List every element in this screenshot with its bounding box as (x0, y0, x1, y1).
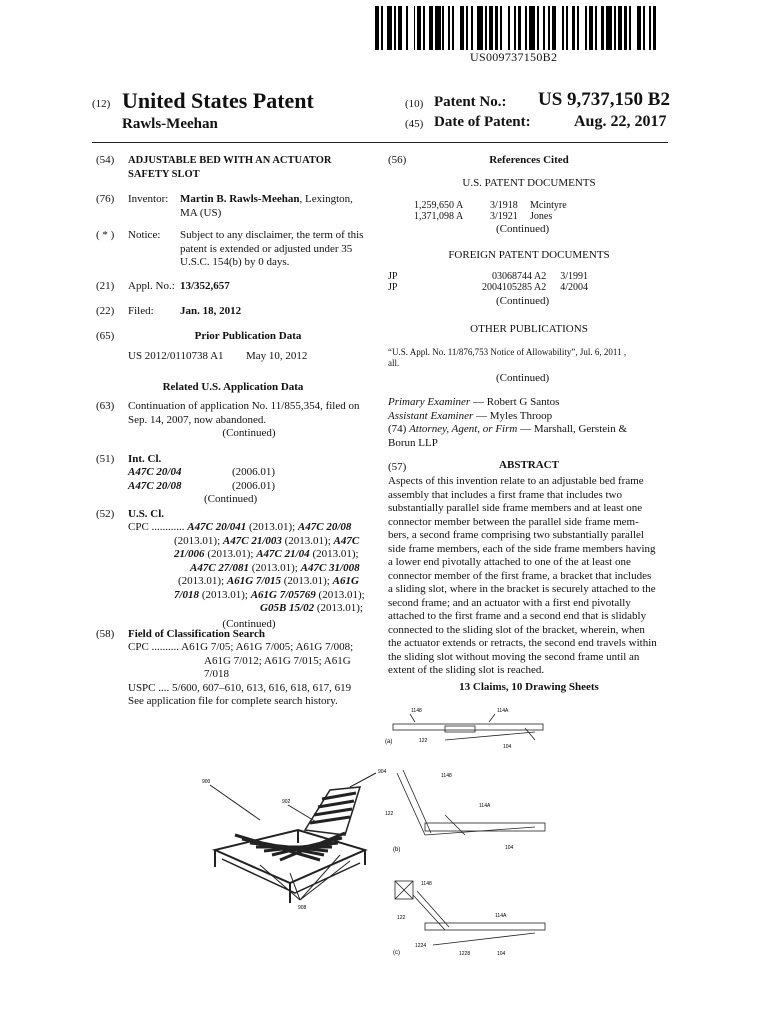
attorney-name-2: Borun LLP (388, 436, 438, 449)
cpc-year: (2013.01); (201, 588, 248, 601)
field-search-cpc: CPC .......... A61G 7/05; A61G 7/005; A61G 7/008; (128, 641, 354, 653)
date-of-patent-label: Date of Patent: (434, 114, 531, 130)
title (128, 154, 331, 181)
ref-label: 104 (505, 845, 514, 851)
ref-label: 104 (503, 744, 512, 750)
code-22: (22) (96, 305, 115, 317)
foreign-doc-date: 3/1991 (560, 271, 588, 282)
ref-label: 122 (385, 811, 394, 817)
ref-label: 908 (298, 905, 307, 911)
document-type: United States Patent (122, 88, 314, 113)
cpc-code: A61G (332, 575, 359, 587)
notice-line-1: Subject to any disclaimer, the term of this (180, 229, 364, 241)
inventor-label: Inventor: (128, 193, 169, 205)
cpc-code: A47C 20/041 (187, 521, 247, 533)
figure-c (385, 875, 560, 960)
inventor-block (180, 193, 370, 220)
cpc-year: (2013.01); (178, 575, 225, 587)
notice-text (180, 229, 370, 270)
us-cl-more: (Continued) (222, 617, 276, 630)
cpc-year: (2013.01); (283, 575, 330, 587)
abstract-line: Aspects of this invention relate to an adjustable bed frame (388, 475, 644, 487)
notice-label: Notice: (128, 229, 161, 241)
cpc-year: (2013.01); (251, 561, 298, 574)
foreign-doc-row (388, 271, 588, 282)
figure-label: (b) (393, 847, 401, 853)
cpc-code: A47C 21/04 (256, 548, 310, 560)
field-search-block (128, 641, 378, 709)
continuation-more: (Continued) (222, 427, 276, 439)
code-63: (63) (96, 400, 115, 412)
cpc-code: G05B 15/02 (260, 602, 315, 614)
int-cl-more: (Continued) (204, 493, 258, 505)
primary-examiner-label: Primary Examiner (388, 396, 471, 408)
cpc-year: (2013.01); (207, 548, 254, 560)
abstract-line: bers, a second frame comprising two substantially parallel (388, 529, 644, 541)
code-58: (58) (96, 628, 115, 640)
related-heading: Related U.S. Application Data (162, 381, 304, 393)
continuation-line-1: Continuation of application No. 11/855,354, filed on (128, 400, 360, 412)
int-cl-year: (2006.01) (232, 479, 276, 492)
cpc-year: (2013.01); (284, 534, 331, 547)
header-divider (92, 142, 668, 143)
foreign-doc-country: JP (388, 271, 398, 282)
raised-frame (413, 891, 449, 930)
abstract-line: connector member of the first frame, a bracket that includes (388, 569, 652, 582)
cpc-year: (2013.01); (174, 534, 221, 547)
abstract-text (388, 475, 670, 678)
inventor-surname: Rawls-Meehan (122, 116, 218, 132)
abstract-line: attached to the first frame and a second end that is slidably (388, 610, 647, 622)
frame-rail (425, 923, 545, 930)
us-doc-date: 3/1918 (490, 200, 518, 211)
other-pub-line-1: “U.S. Appl. No. 11/876,753 Notice of Allowability”, Jul. 6, 2011 , (388, 347, 627, 357)
other-pub-line-2: all. (388, 358, 400, 368)
cpc-code: 21/006 (174, 548, 205, 560)
cpc-prefix: CPC ............ (128, 521, 185, 533)
code-51: (51) (96, 453, 115, 465)
abstract-line: second frame; and an actuator with a first end pivotally (388, 596, 631, 609)
field-search-cpc-2: A61G 7/012; A61G 7/015; A61G 7/018 (204, 654, 351, 680)
code-56: (56) (388, 154, 407, 166)
actuator-link (445, 815, 465, 835)
continuation-text (128, 400, 370, 441)
attorney (388, 423, 670, 450)
us-doc-name: Mcintyre (530, 200, 567, 211)
raised-frame (397, 770, 431, 835)
inventor-location-2: MA (US) (180, 206, 222, 219)
actuator (433, 933, 535, 945)
ref-label: 1224 (415, 943, 427, 949)
ref-label: 122 (397, 915, 406, 921)
ref-label: 1148 (411, 708, 422, 714)
abstract-line: connected to the sliding slot of the bracket, wherein, when (388, 623, 645, 636)
attorney-name-1: — Marshall, Gerstein & (520, 423, 628, 435)
leader-line (410, 714, 495, 722)
barcode (375, 6, 663, 50)
cpc-year: (2013.01); (316, 602, 363, 614)
cpc-code: A47C 31/008 (300, 561, 360, 574)
us-doc-name: Jones (530, 211, 553, 222)
actuator (445, 732, 535, 740)
us-doc-number: 1,259,650 A (414, 200, 464, 211)
field-search-note: See application file for complete search history. (128, 695, 338, 707)
code-65: (65) (96, 330, 115, 342)
frame-rail (393, 724, 543, 730)
ref-label: 900 (202, 779, 211, 785)
ref-label: 1148 (421, 881, 432, 887)
notice-line-2: patent is extended or adjusted under 35 (180, 242, 353, 255)
foreign-doc-country: JP (388, 282, 398, 293)
int-cl-code: A47C 20/04 (128, 466, 182, 478)
abstract-line: assembly that includes a first frame that includes two (388, 488, 622, 501)
cpc-code: A61G 7/015 (226, 575, 281, 587)
inventor-location-1: , Lexington, (299, 193, 353, 205)
primary-examiner-name: — Robert G Santos (472, 396, 560, 408)
attorney-label: Attorney, Agent, or Firm (409, 423, 518, 435)
refs-heading: References Cited (489, 154, 569, 166)
ref-label: 1228 (459, 951, 471, 957)
cpc-code: A61G 7/05769 (250, 588, 316, 601)
cpc-code: A47C 21/003 (222, 534, 282, 547)
filed-label: Filed: (128, 305, 154, 317)
leader-line (288, 805, 318, 823)
title-line-2: SAFETY SLOT (128, 168, 200, 180)
abstract-line: side frame members, each of the side frame members having (388, 542, 656, 555)
barcode-bar (656, 6, 662, 50)
cpc-year: (2013.01); (312, 548, 359, 560)
foreign-docs-heading: FOREIGN PATENT DOCUMENTS (448, 249, 610, 261)
cpc-code: 7/018 (174, 588, 200, 601)
cpc-year: (2013.01); (249, 521, 296, 533)
int-cl-code: A47C 20/08 (128, 479, 182, 492)
code-12: (12) (92, 98, 111, 110)
cpc-code: A47C (333, 534, 360, 547)
other-pubs-heading: OTHER PUBLICATIONS (470, 323, 588, 335)
code-45: (45) (405, 118, 424, 130)
us-doc-row (414, 200, 567, 211)
bed-slats (235, 833, 345, 860)
leader-line (300, 855, 340, 900)
ref-label: 114A (479, 803, 491, 809)
abstract-heading: ABSTRACT (499, 459, 559, 471)
continuation-line-2: Sep. 14, 2007, now abandoned. (128, 413, 267, 426)
ref-label: 114A (495, 913, 507, 919)
us-doc-number: 1,371,098 A (414, 211, 464, 222)
other-pubs-text (388, 347, 670, 369)
abstract-line: substantially parallel side frame members and at least one (388, 502, 643, 514)
primary-examiner (388, 396, 559, 410)
ref-label: 114A (497, 708, 509, 714)
int-cl-row (128, 466, 370, 480)
leader-line (350, 773, 376, 787)
cpc-year: (2013.01); (318, 588, 365, 601)
code-notice: ( * ) (96, 229, 115, 241)
code-57: (57) (388, 461, 407, 473)
us-docs-more: (Continued) (496, 223, 550, 235)
foreign-doc-number: 2004105285 A2 (482, 282, 547, 293)
cpc-code: A47C 27/081 (190, 561, 249, 574)
abstract-line: the actuator extends or retracts, the second end travels within (388, 637, 657, 649)
us-docs-heading: U.S. PATENT DOCUMENTS (462, 177, 596, 189)
appl-no-label: Appl. No.: (128, 280, 175, 292)
code-52: (52) (96, 508, 115, 520)
bed-perspective-figure (200, 765, 400, 915)
int-cl-list (128, 466, 370, 507)
title-line-1: ADJUSTABLE BED WITH AN ACTUATOR (128, 155, 332, 166)
foreign-docs-more: (Continued) (496, 295, 550, 307)
foreign-doc-number: 03068744 A2 (492, 271, 547, 282)
ref-label: 902 (282, 799, 291, 805)
int-cl-row (128, 480, 370, 494)
inventor-name: Martin B. Rawls-Meehan (180, 193, 300, 205)
field-search-uspc: USPC .... 5/600, 607–610, 613, 616, 618, 617, 619 (128, 681, 352, 694)
us-doc-date: 3/1921 (490, 211, 518, 222)
prior-pub-date: May 10, 2012 (246, 350, 308, 362)
assistant-examiner-label: Assistant Examiner (388, 410, 474, 422)
code-76: (76) (96, 193, 115, 205)
code-21: (21) (96, 280, 115, 292)
prior-pub-heading: Prior Publication Data (194, 330, 302, 342)
assistant-examiner (388, 410, 552, 424)
other-pubs-more: (Continued) (496, 372, 550, 384)
abstract-line: the sliding slot without moving the second frame until an (388, 650, 640, 663)
code-10: (10) (405, 98, 424, 110)
patent-no-label: Patent No.: (434, 94, 507, 110)
code-74: (74) (388, 423, 407, 435)
ref-label: 904 (378, 769, 387, 775)
ref-label: 1148 (441, 773, 452, 779)
foreign-doc-row (388, 282, 588, 293)
figure-b (385, 765, 560, 860)
ref-label: 122 (419, 738, 428, 744)
code-54: (54) (96, 154, 115, 166)
filed-date: Jan. 18, 2012 (180, 305, 242, 317)
backrest-slats (310, 793, 356, 823)
us-doc-row (414, 211, 567, 222)
ref-label: 104 (497, 951, 506, 957)
prior-pub-number: US 2012/0110738 A1 (128, 350, 224, 362)
abstract-line: a sliding slot, where in the bracket is securely attached to the (388, 583, 656, 595)
figure-a (385, 700, 560, 760)
field-search-heading: Field of Classification Search (128, 628, 265, 640)
us-docs-list (414, 200, 567, 222)
abstract-line: connector member between the parallel side frame mem- (388, 515, 639, 528)
abstract-line: a lower end pivotally attached to one of the at least one (388, 556, 631, 568)
leader-line (210, 785, 260, 820)
bracket (445, 726, 475, 732)
figure-label: (a) (385, 739, 393, 745)
figure-label: (c) (393, 950, 400, 956)
frame-rail (425, 823, 545, 831)
assistant-examiner-name: — Myles Throop (476, 410, 553, 422)
us-cl-label: U.S. Cl. (128, 508, 165, 520)
notice-line-3: U.S.C. 154(b) by 0 days. (180, 256, 290, 268)
motor-box-cross (395, 881, 413, 899)
cpc-code: A47C 20/08 (297, 521, 352, 533)
foreign-doc-date: 4/2004 (560, 282, 588, 293)
int-cl-year: (2006.01) (232, 466, 276, 478)
abstract-line: extent of the sliding slot is reached. (388, 664, 545, 676)
patent-number: US 9,737,150 B2 (538, 89, 670, 110)
appl-no: 13/352,657 (180, 280, 230, 292)
barcode-number: US009737150B2 (470, 50, 558, 64)
date-of-patent: Aug. 22, 2017 (574, 113, 667, 130)
int-cl-label: Int. Cl. (128, 453, 162, 465)
claims-summary: 13 Claims, 10 Drawing Sheets (459, 681, 599, 693)
cpc-block (128, 521, 370, 631)
foreign-docs-list (388, 271, 588, 293)
